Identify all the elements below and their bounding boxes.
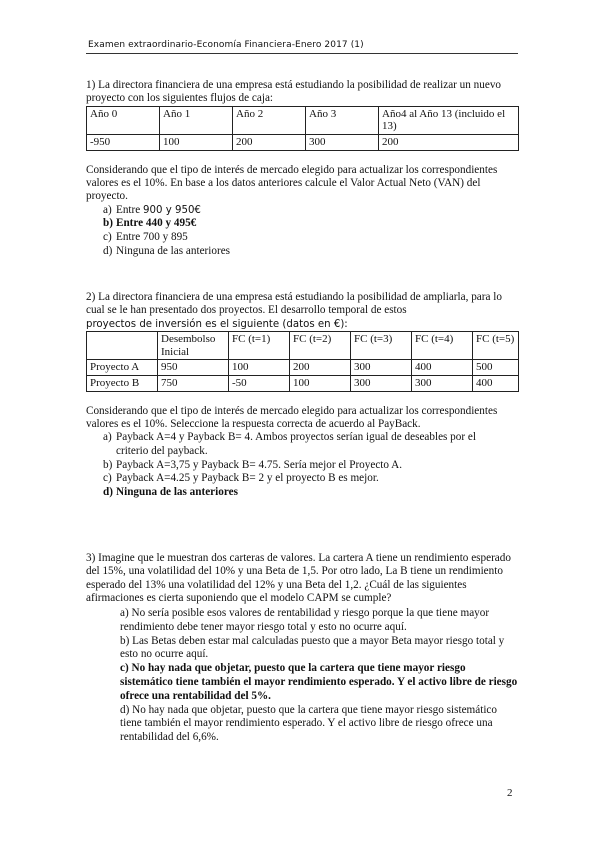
table-row [87,360,519,376]
question-3 [86,552,518,606]
table-cell: 500 [473,360,519,376]
table-cell: 100 [160,135,233,151]
question-3-stem: 3) Imagine que le muestran dos carteras de valores. La cartera A tiene un rendimiento esperado del 15%, una volatilidad del 10% y una Beta de 1,5. Por otro lado, La B tiene un rendimiento esperado del 13% una volatilidad del 12% y una Beta del 1,2. ¿Cuál de las siguientes afirmaciones es cierta suponiendo que el modelo CAPM se cumple? [86,552,511,605]
table-row [87,376,519,392]
header-rule [86,53,518,54]
table-cell: -50 [229,376,290,392]
table-cell: 750 [158,376,229,392]
option-c: c) Payback A=4.25 y Payback B= 2 y el proyecto B es mejor. [103,472,379,485]
question-2-body: Considerando que el tipo de interés de mercado elegido para actualizar los correspondientes valores es el 10%. Seleccione la respuesta correcta de acuerdo al PayBack. [86,404,498,430]
option-a: a) Entre 900 y 950€ [103,203,201,216]
page-header: Examen extraordinario-Economía Financiera-Enero 2017 (1) [88,40,364,50]
table-header-row [87,106,519,134]
question-2-stem-end: proyectos de inversión es el siguiente (datos en €): [86,318,348,330]
table-cell: FC (t=3) [351,332,412,360]
question-2-stem: 2) La directora financiera de una empresa está estudiando la posibilidad de ampliarla, para lo cual se le han presentado dos proyectos. El desarrollo temporal de estos [86,291,502,317]
table-cell: Año 1 [160,106,233,134]
table-cell: 300 [351,376,412,392]
table-cell: 100 [290,376,351,392]
table-cell: FC (t=1) [229,332,290,360]
option-b: b) Las Betas deben estar mal calculadas puesto que a mayor Beta mayor riesgo total y esto no ocurre aquí. [120,634,505,661]
table-cell: -950 [87,135,160,151]
option-b: b) Entre 440 y 495€ [103,217,197,230]
table-cell: FC (t=5) [473,332,519,360]
table-cell: 200 [379,135,519,151]
page-number: 2 [507,787,513,799]
table-cell [87,332,158,360]
table-cell: Año4 al Año 13 (incluido el 13) [379,106,519,134]
table-cell: Proyecto B [87,376,158,392]
option-c: c) Entre 700 y 895 [103,231,188,243]
table-cell: 950 [158,360,229,376]
option-d: d) No hay nada que objetar, puesto que la cartera que tiene mayor riesgo sistemático tiene también el mayor rendimiento esperado. Y el activo libre de riesgo ofrece una rentabilidad del 6,6%. [120,703,497,744]
question-1-body: Considerando que el tipo de interés de mercado elegido para actualizar los correspondientes valores es el 10%. En base a los datos anteriores calcule el Valor Actual Neto (VAN) del proyecto. [86,163,498,203]
question-1-options [86,204,518,258]
table-cell: Desembolso Inicial [158,332,229,360]
table-cell: 200 [290,360,351,376]
question-2-options [86,431,518,499]
table-cell: 300 [412,376,473,392]
question-1-table [86,106,519,151]
question-2 [86,291,518,499]
question-1 [86,79,518,258]
option-b: b) Payback A=3,75 y Payback B= 4.75. Sería mejor el Proyecto A. [103,458,403,471]
question-1-stem: 1) La directora financiera de una empresa está estudiando la posibilidad de realizar un nuevo proyecto con los siguientes flujos de caja: [86,79,502,105]
table-cell: Año 0 [87,106,160,134]
table-header-row [87,332,519,360]
table-cell: FC (t=4) [412,332,473,360]
option-d: d) Ninguna de las anteriores [103,244,231,257]
table-cell: 300 [306,135,379,151]
option-a: a) Payback A=4 y Payback B= 4. Ambos proyectos serían igual de deseables por el criterio del payback. [103,431,476,457]
option-d: d) Ninguna de las anteriores [103,485,238,498]
table-cell: Año 2 [233,106,306,134]
option-c: c) No hay nada que objetar, puesto que la cartera que tiene mayor riesgo sistemático tiene también el mayor rendimiento esperado. Y el activo libre de riesgo ofrece una rentabilidad del 5%. [120,662,518,702]
table-row [87,135,519,151]
table-cell: FC (t=2) [290,332,351,360]
table-cell: 400 [412,360,473,376]
table-cell: Año 3 [306,106,379,134]
table-cell: 400 [473,376,519,392]
table-cell: 200 [233,135,306,151]
question-2-table [86,331,519,391]
question-3-options [120,607,520,745]
table-cell: Proyecto A [87,360,158,376]
table-cell: 300 [351,360,412,376]
option-a: a) No sería posible esos valores de rentabilidad y riesgo porque la que tiene mayor rendimiento debe tener mayor riesgo total y esto no ocurre aquí. [120,607,490,633]
table-cell: 100 [229,360,290,376]
